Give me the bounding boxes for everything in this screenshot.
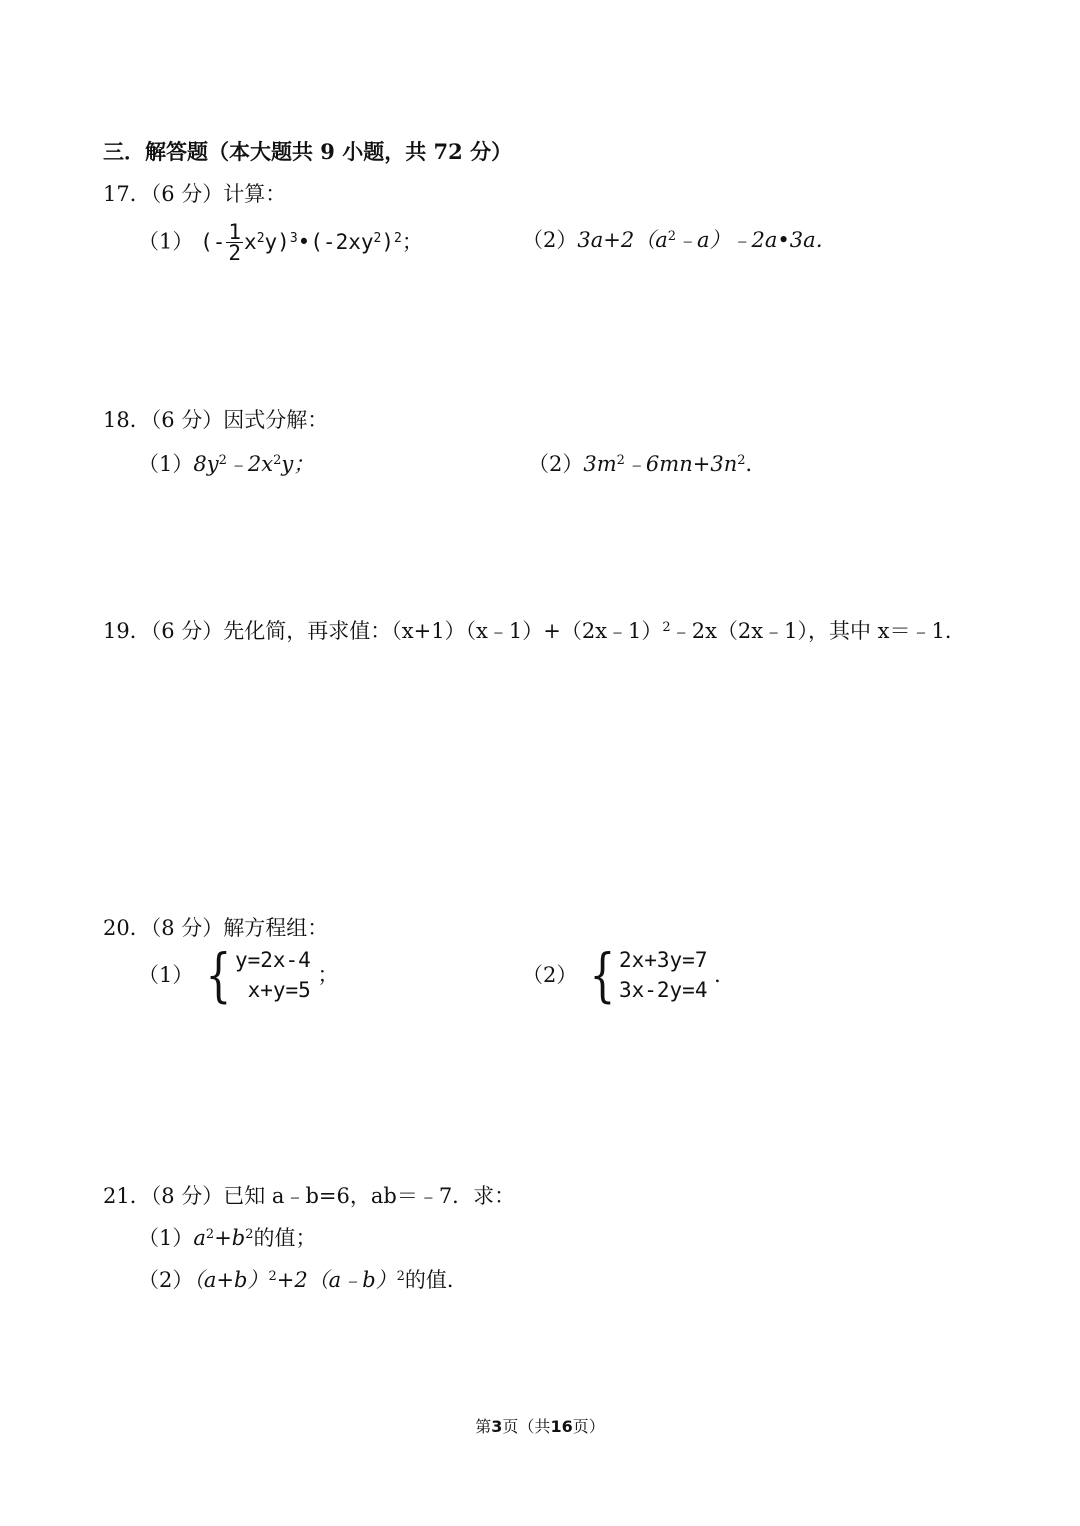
question-21-header: 21．（8 分）已知 a﹣b=6，ab＝﹣7．求： <box>103 1184 516 1208</box>
question-20-header: 20．（8 分）解方程组： <box>103 916 329 940</box>
equation-system-2: { 2x+3y=7 3x-2y=4 <box>589 941 708 1009</box>
fraction-one-half: $\frac{1}{2}$ <box>228 220 242 265</box>
question-18-header: 18．（6 分）因式分解： <box>103 408 329 432</box>
question-21-part-1: $(1)a^2+b^2$的值； <box>138 1226 317 1250</box>
section-title: 三．解答题（本大题共 9 小题，共 72 分） <box>103 139 513 164</box>
question-17-part-1: （1） (- $\frac{1}{2}$ $x^2y)^3•(-2xy^2)^2$； <box>138 220 423 265</box>
left-brace-icon: { <box>589 941 616 1009</box>
question-17-part-2: $(2)3a+2(a^2﹣a)﹣2a•3a$． <box>522 228 837 252</box>
question-20-part-1: （1） { y=2x-4 x+y=5 ； <box>138 941 339 1009</box>
question-18-part-1: $(1)8y^2﹣2x^2y$； <box>138 452 315 476</box>
question-19: 19．（6 分）先化简，再求值：（x+1）（x﹣1）+（2x﹣1）$^2$﹣2x（2x﹣1），其中 x＝﹣1． <box>103 619 966 643</box>
question-20-part-2: （2） { 2x+3y=7 3x-2y=4 ． <box>522 941 736 1009</box>
q17-expr-1: (- $\frac{1}{2}$ $x^2y)^3•(-2xy^2)^2$； <box>200 220 423 265</box>
page-footer: 第3页（共16页） <box>475 1417 605 1436</box>
question-21-part-2: $(2)(a+b)^2+2(a﹣b)^2$的值． <box>138 1268 468 1292</box>
question-18-part-2: $(2)3m^2﹣6mn+3n^2$． <box>528 452 767 476</box>
equation-system-1: { y=2x-4 x+y=5 <box>205 941 311 1009</box>
question-17-header: 17．（6 分）计算： <box>103 182 287 206</box>
left-brace-icon: { <box>205 941 232 1009</box>
